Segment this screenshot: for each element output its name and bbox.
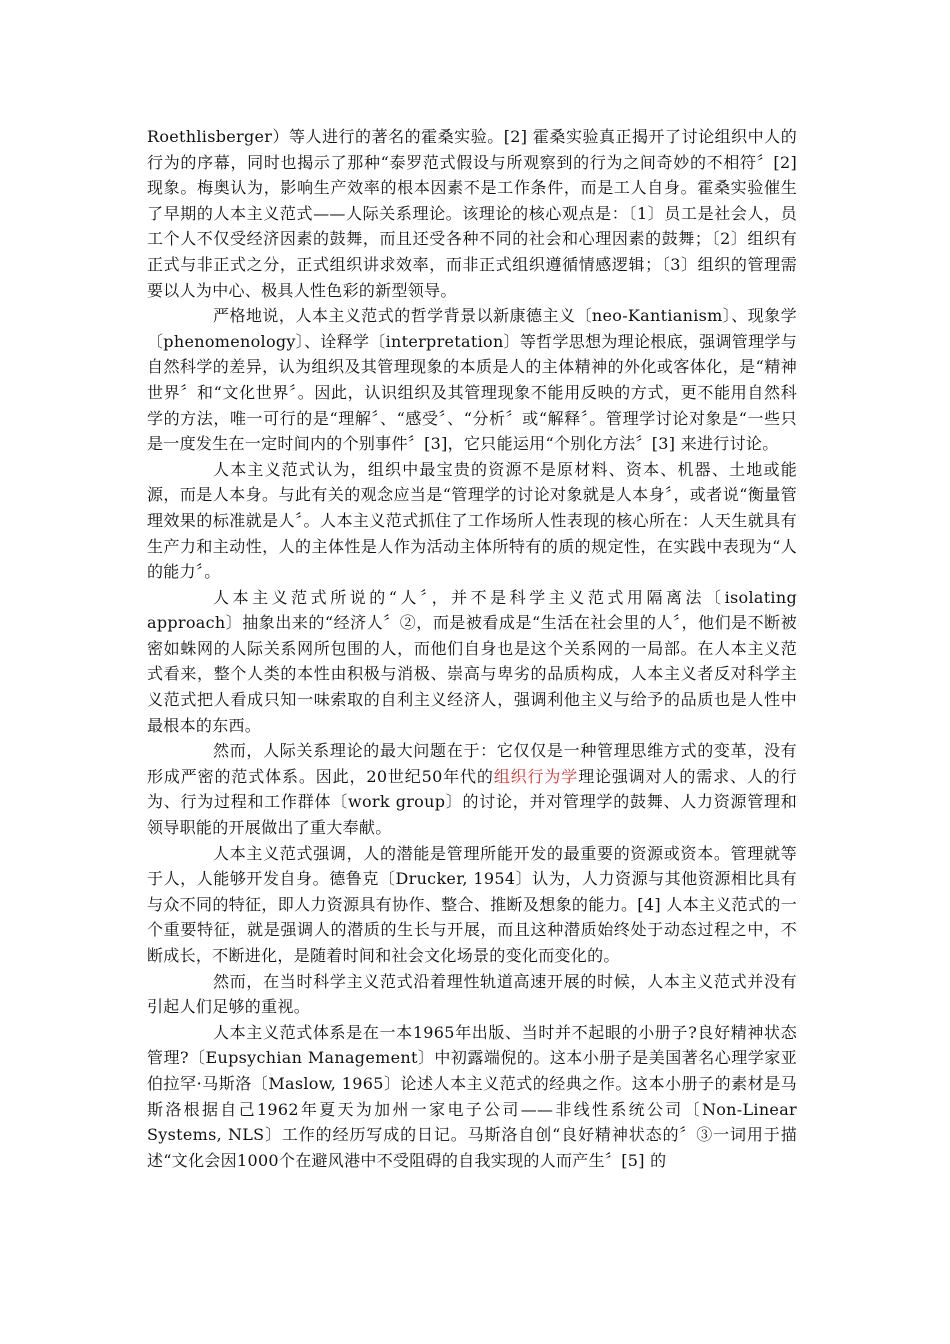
paragraph-6: 人本主义范式强调，人的潜能是管理所能开发的最重要的资源或资本。管理就等于人，人能够开发自身。德鲁克〔Drucker, 1954〕认为，人力资源与其他资源相比具有与众不同的特征，即人力资源具有协作、整合、推断及想象的能力。[4] 人本主义范式的一个重要特征，就是强调人的潜质的生长与开展，而且这种潜质始终处于动态过程之中，不断成长，不断进化，是随着时间和社会文化场景的变化而变化的。: [147, 843, 797, 965]
organizational-behavior-link[interactable]: 组织行为学: [493, 766, 579, 786]
paragraph-8: 人本主义范式体系是在一本1965年出版、当时并不起眼的小册子?良好精神状态管理?〔Eupsychian Management〕中初露端倪的。这本小册子是美国著名心理学家亚伯拉罕·马斯洛〔Maslow, 1965〕论述人本主义范式的经典之作。这本小册子的素材是马斯洛根据自己1962年夏天为加州一家电子公司——非线性系统公司〔Non-Linear Systems, NLS〕工作的经历写成的日记。马斯洛自创“良好精神状态的〞③一词用于描述“文化会因1000个在避风港中不受阻碍的自我实现的人而产生〞[5] 的: [147, 1022, 797, 1170]
body-text: [147, 124, 797, 1173]
paragraph-1: Roethlisberger）等人进行的著名的霍桑实验。[2] 霍桑实验真正揭开了讨论组织中人的行为的序幕，同时也揭示了那种“泰罗范式假设与所观察到的行为之间奇妙的不相符〞[2]现象。梅奥认为，影响生产效率的根本因素不是工作条件，而是工人自身。霍桑实验催生了早期的人本主义范式——人际关系理论。该理论的核心观点是：〔1〕员工是社会人，员工个人不仅受经济因素的鼓舞，而且还受各种不同的社会和心理因素的鼓舞；〔2〕组织有正式与非正式之分，正式组织讲求效率，而非正式组织遵循情感逻辑；〔3〕组织的管理需要以人为中心、极具人性色彩的新型领导。: [147, 127, 797, 300]
paragraph-5-text-before: 然而，人际关系理论的最大问题在于：它仅仅是一种管理思维方式的变革，没有形成严密的范式体系。因此，20世纪50年代的: [147, 741, 797, 786]
paragraph-7: 然而，在当时科学主义范式沿着理性轨道高速开展的时候，人本主义范式并没有引起人们足够的重视。: [147, 971, 797, 1017]
paragraph-4: 人本主义范式所说的“人〞，并不是科学主义范式用隔离法〔isolating approach〕抽象出来的“经济人〞②，而是被看成是“生活在社会里的人〞，他们是不断被密如蛛网的人际关系网所包围的人，而他们自身也是这个关系网的一局部。在人本主义范式看来，整个人类的本性由积极与消极、崇高与卑劣的品质构成，人本主义者反对科学主义范式把人看成只知一味索取的自利主义经济人，强调利他主义与给予的品质也是人性中最根本的东西。: [147, 587, 797, 735]
paragraph-5: [147, 738, 797, 840]
paragraph-5-text-after: 理论强调对人的需求、人的行为、行为过程和工作群体〔work group〕的讨论，并对管理学的鼓舞、人力资源管理和领导职能的开展做出了重大奉献。: [147, 766, 797, 838]
paragraph-2: 严格地说，人本主义范式的哲学背景以新康德主义〔neo-Kantianism〕、现象学〔phenomenology〕、诠释学〔interpretation〕等哲学思想为理论根底，强调管理学与自然科学的差异，认为组织及其管理现象的本质是人的主体精神的外化或客体化，是“精神世界〞和“文化世界〞。因此，认识组织及其管理现象不能用反映的方式，更不能用自然科学的方法，唯一可行的是“理解〞、“感受〞、“分析〞或“解释〞。管理学讨论对象是“一些只是一度发生在一定时间内的个别事件〞[3]，它只能运用“个别化方法〞[3] 来进行讨论。: [147, 306, 797, 454]
paragraph-3: 人本主义范式认为，组织中最宝贵的资源不是原材料、资本、机器、土地或能源，而是人本身。与此有关的观念应当是“管理学的讨论对象就是人本身〞，或者说“衡量管理效果的标准就是人〞。人本主义范式抓住了工作场所人性表现的核心所在：人天生就具有生产力和主动性，人的主体性是人作为活动主体所特有的质的规定性，在实践中表现为“人的能力〞。: [147, 459, 797, 582]
